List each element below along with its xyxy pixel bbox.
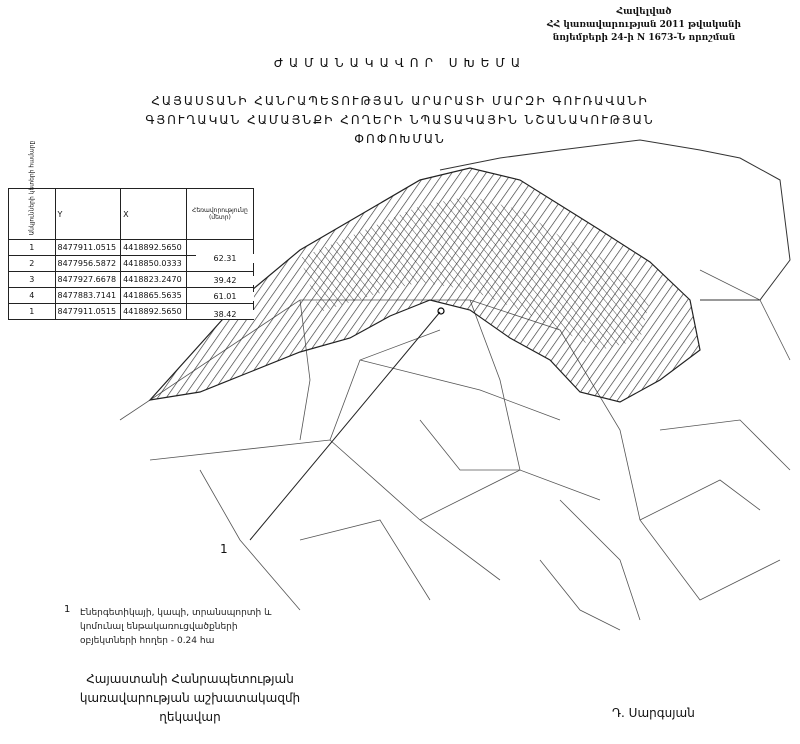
table-row: 1 8477911.0515 4418892.5650 (9, 304, 254, 320)
title-line-2: ԳՅՈՒՂԱԿԱՆ ՀԱՄԱՅՆՔԻ ՀՈՂԵՐԻ ՆՊԱՏԱԿԱՅԻՆ ՆՇԱՆԱԿՈՒԹՅԱՆ (145, 113, 655, 127)
distance-4-1: 38.42 (196, 310, 254, 319)
header-distance: Հեռավորությունը (մետր) (186, 189, 253, 240)
signatory-line-1: Հայաստանի Հանրապետության (86, 672, 294, 686)
table-row: 2 8477956.5872 4418850.0333 (9, 256, 254, 272)
table-row: 1 8477911.0515 4418892.5650 (9, 240, 254, 256)
legend-line-1: Էներգետիկայի, կապի, տրանսպորտի և (80, 608, 272, 618)
signatory-position (40, 670, 340, 727)
title-line-3: ՓՈՓՈԽՄԱՆ (354, 132, 446, 146)
signatory-line-3: ղեկավար (159, 710, 221, 724)
plot-callout-label: 1 (220, 542, 228, 556)
annex-line-1: Հավելված (616, 7, 672, 17)
legend (80, 606, 300, 648)
legend-line-2: կոմունալ ենթակառուցվածքների (80, 622, 238, 632)
header-x: X (121, 189, 187, 240)
annex-line-2: ՀՀ կառավարության 2011 թվականի (547, 20, 741, 30)
page-title (0, 92, 800, 149)
table-header-row (9, 189, 254, 240)
header-y: Y (55, 189, 121, 240)
land-plot-1 (438, 308, 444, 314)
distance-3-4: 61.01 (196, 292, 254, 301)
distance-2-3: 39.42 (196, 276, 254, 285)
distance-1-2: 62.31 (196, 254, 254, 263)
annex-note (524, 6, 764, 45)
signatory-line-2: կառավարության աշխատակազմի (79, 691, 301, 705)
table-row: 3 8477927.6678 4418823.2470 (9, 272, 254, 288)
table-row: 4 8477883.7141 4418865.5635 (9, 288, 254, 304)
annex-line-3: նոյեմբերի 24-ի N 1673-Ն որոշման (552, 33, 736, 43)
header-point-number: Անկյունների կետերի համարը (9, 189, 56, 240)
legend-line-3: օբյեկտների հողեր - 0.24 հա (80, 636, 215, 646)
title-line-1: ՀԱՅԱՍՏԱՆԻ ՀԱՆՐԱՊԵՏՈՒԹՅԱՆ ԱՐԱՐԱՏԻ ՄԱՐԶԻ ԳՈՒՌԱՎԱՆԻ (151, 94, 649, 108)
temporary-scheme-title: ԺԱՄԱՆԱԿԱՎՈՐ ՍԽԵՄԱ (273, 56, 527, 70)
signatory-name: Դ. Սարգսյան (612, 706, 695, 720)
legend-number: 1 (64, 604, 71, 615)
